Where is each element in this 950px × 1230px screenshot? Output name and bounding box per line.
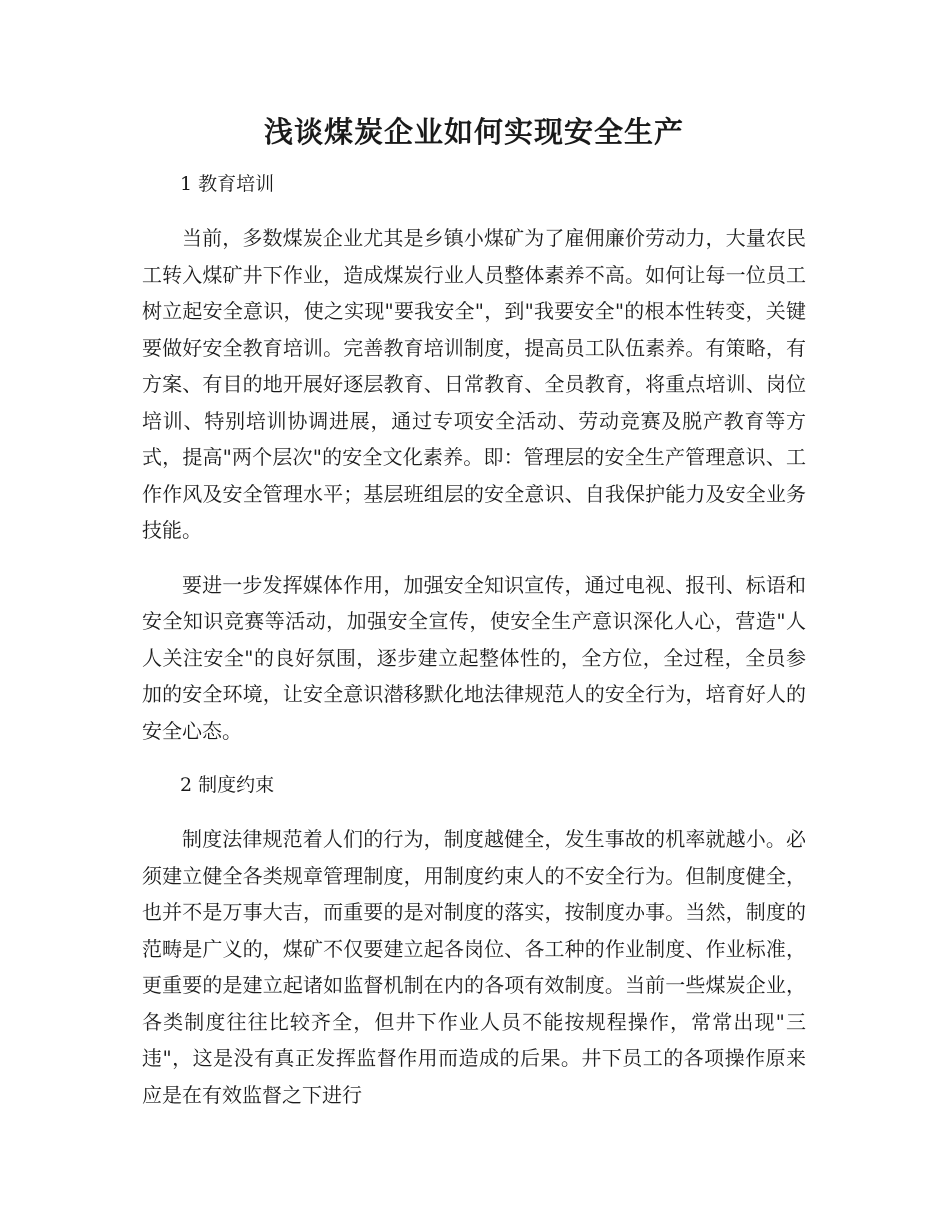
document-body <box>142 108 806 1131</box>
section-heading-2: 2 制度约束 <box>180 774 275 796</box>
section-heading-1: 1 教育培训 <box>180 173 275 195</box>
section-2-paragraph-1: 制度法律规范着人们的行为，制度越健全，发生事故的机率就越小。必须建立健全各类规章管理制度，用制度约束人的不安全行为。但制度健全，也并不是万事大吉，而重要的是对制度的落实，按制度办事。当然，制度的范畴是广义的，煤矿不仅要建立起各岗位、各工种的作业制度、作业标准，更重要的是建立起诸如监督机制在内的各项有效制度。当前一些煤炭企业，各类制度往往比较齐全，但井下作业人员不能按规程操作，常常出现"三违"，这是没有真正发挥监督作用而造成的后果。井下员工的各项操作原来应是在有效监督之下进行 <box>142 827 806 1107</box>
section-1-paragraph-1: 当前，多数煤炭企业尤其是乡镇小煤矿为了雇佣廉价劳动力，大量农民工转入煤矿井下作业，造成煤炭行业人员整体素养不高。如何让每一位员工树立起安全意识，使之实现"要我安全"，到"我要安全"的根本性转变，关键要做好安全教育培训。完善教育培训制度，提高员工队伍素养。有策略，有方案、有目的地开展好逐层教育、日常教育、全员教育，将重点培训、岗位培训、特别培训协调进展，通过专项安全活动、劳动竞赛及脱产教育等方式，提高"两个层次"的安全文化素养。即：管理层的安全生产管理意识、工作作风及安全管理水平；基层班组层的安全意识、自我保护能力及安全业务技能。 <box>142 226 806 542</box>
section-1-paragraph-2: 要进一步发挥媒体作用，加强安全知识宣传，通过电视、报刊、标语和安全知识竞赛等活动，加强安全宣传，使安全生产意识深化人心，营造"人人关注安全"的良好氛围，逐步建立起整体性的，全方位，全过程，全员参加的安全环境，让安全意识潜移默化地法律规范人的安全行为，培育好人的安全心态。 <box>142 572 806 743</box>
document-title: 浅谈煤炭企业如何实现安全生产 <box>263 115 684 149</box>
